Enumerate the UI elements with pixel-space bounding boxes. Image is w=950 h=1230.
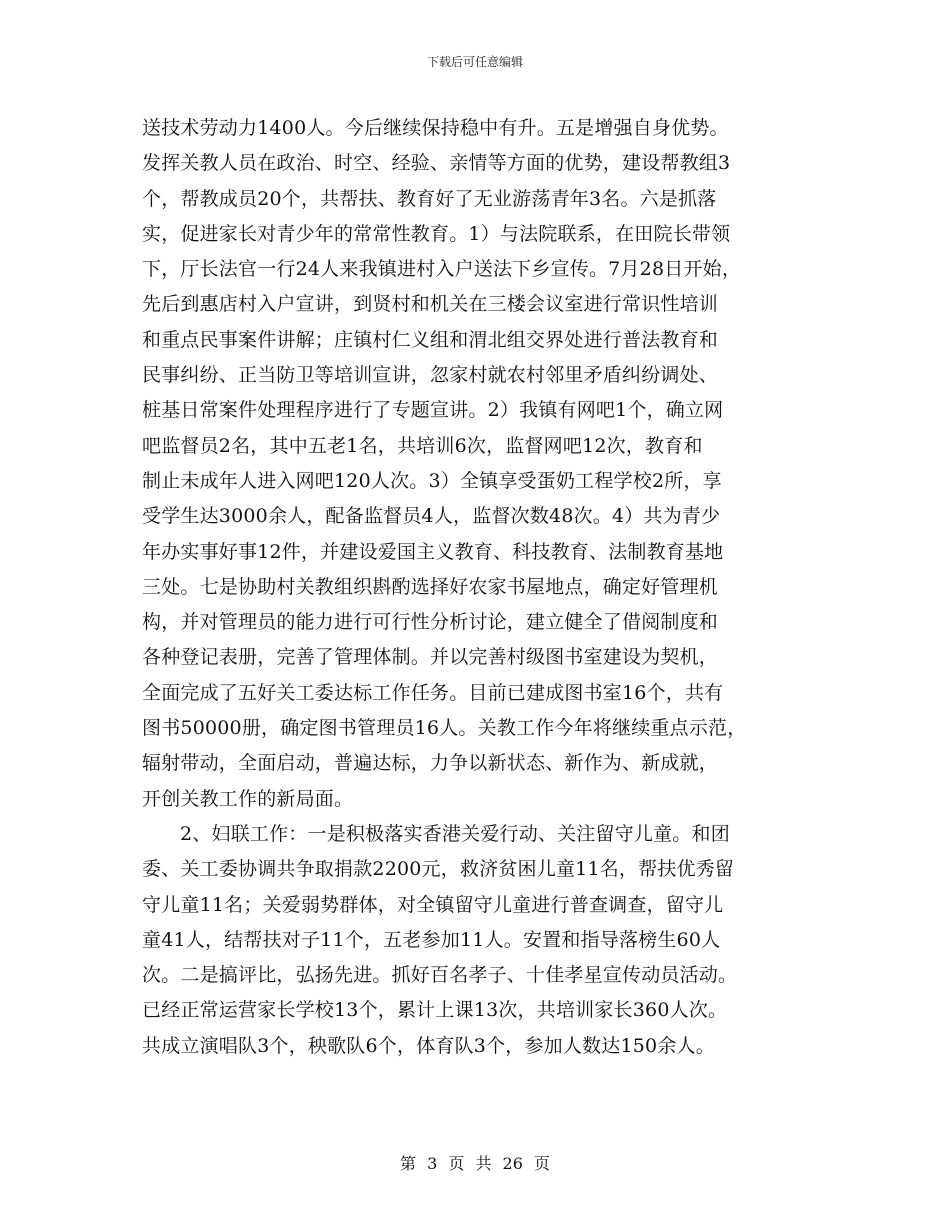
body-line: 受学生达3000余人，配备监督员4人，监督次数48次。4）共为青少 [142, 505, 721, 528]
body-line: 开创关教工作的新局面。 [142, 787, 354, 810]
body-line: 年办实事好事12件，并建设爱国主义教育、科技教育、法制教育基地 [142, 540, 724, 563]
document-body [142, 111, 822, 1064]
body-line: 全面完成了五好关工委达标工作任务。目前已建成图书室16个，共有 [142, 681, 724, 704]
body-line: 守儿童11名；关爱弱势群体，对全镇留守儿童进行普查调查，留守儿 [142, 893, 724, 916]
paragraph-start-line: 2、妇联工作：一是积极落实香港关爱行动、关注留守儿童。和团 [180, 822, 730, 845]
body-line: 民事纠纷、正当防卫等培训宣讲，忽家村就农村邻里矛盾纠纷调处、 [142, 364, 719, 387]
body-line: 先后到惠店村入户宣讲，到贤村和机关在三楼会议室进行常识性培训 [142, 293, 719, 316]
body-line: 童41人，结帮扶对子11个，五老参加11人。安置和指导落榜生60人 [142, 928, 721, 951]
body-line: 已经正常运营家长学校13个，累计上课13次，共培训家长360人次。 [142, 999, 728, 1022]
body-line: 委、关工委协调共争取捐款2200元，救济贫困儿童11名，帮扶优秀留 [142, 858, 735, 881]
body-line: 和重点民事案件讲解；庄镇村仁义组和渭北组交界处进行普法教育和 [142, 328, 719, 351]
body-line: 送技术劳动力1400人。今后继续保持稳中有升。五是增强自身优势。 [142, 117, 729, 139]
page-header-note: 下载后可任意编辑 [426, 55, 523, 69]
body-line: 制止未成年人进入网吧120人次。3）全镇享受蛋奶工程学校2所，享 [142, 469, 722, 492]
body-line: 各种登记表册，完善了管理体制。并以完善村级图书室建设为契机， [142, 646, 719, 669]
body-line: 下，厅长法官一行24人来我镇进村入户送法下乡宣传。7月28日开始， [142, 258, 742, 281]
body-line: 次。二是搞评比，弘扬先进。抓好百名孝子、十佳孝星宣传动员活动。 [142, 964, 738, 987]
body-line: 个，帮教成员20个，共帮扶、教育好了无业游荡青年3名。六是抓落 [142, 187, 717, 210]
body-line: 发挥关教人员在政治、时空、经验、亲情等方面的优势，建设帮教组3 [142, 152, 731, 175]
body-line: 三处。七是协助村关教组织斟酌选择好农家书屋地点，确定好管理机 [142, 575, 719, 598]
body-line: 实，促进家长对青少年的常常性教育。1）与法院联系，在田院长带领 [142, 222, 731, 245]
body-line: 桩基日常案件处理程序进行了专题宣讲。2）我镇有网吧1个，确立网 [142, 399, 724, 422]
body-line: 图书50000册，确定图书管理员16人。关教工作今年将继续重点示范， [142, 717, 747, 740]
body-line: 构，并对管理员的能力进行可行性分析讨论，建立健全了借阅制度和 [142, 611, 719, 634]
body-line: 吧监督员2名，其中五老1名，共培训6次，监督网吧12次，教育和 [142, 434, 703, 457]
page-number: 第 3 页 共 26 页 [400, 1154, 550, 1173]
body-line: 辐射带动，全面启动，普遍达标，力争以新状态、新作为、新成就， [142, 752, 719, 775]
body-line: 共成立演唱队3个，秧歌队6个，体育队3个，参加人数达150余人。 [142, 1034, 715, 1057]
